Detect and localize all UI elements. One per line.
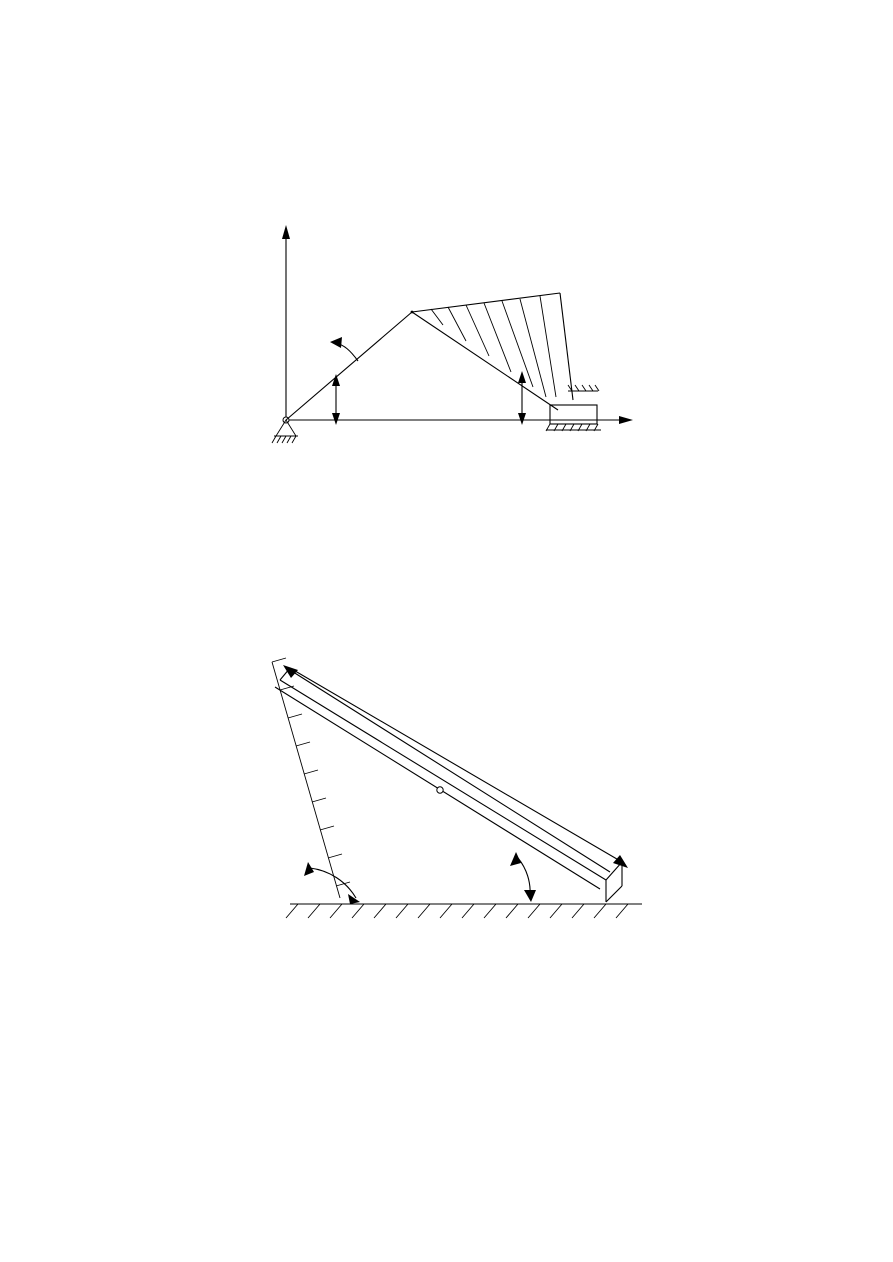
angle-arc-bottom-right — [510, 852, 536, 902]
hinge-marker — [437, 787, 443, 793]
axis-arrow-upper-left — [283, 665, 610, 872]
inclined-member-left — [286, 312, 412, 420]
ground-hatching — [286, 904, 642, 918]
figure-1 — [240, 215, 660, 465]
load-block-right-edge — [560, 293, 573, 400]
axis-arrow-lower-right — [613, 855, 628, 868]
dimension-arrow-right — [518, 371, 526, 425]
figure-2 — [250, 640, 670, 940]
apex-node — [411, 311, 414, 314]
wall-hatching — [272, 658, 350, 898]
angle-arc — [330, 337, 358, 361]
hatched-load-region — [431, 296, 556, 397]
wall-hatching-top-right — [568, 385, 599, 391]
angle-arc-bottom-left — [304, 862, 360, 904]
dimension-arrow-left — [332, 374, 340, 425]
pin-support-left — [272, 417, 298, 443]
figure-1-canvas — [240, 215, 660, 465]
y-axis-arrow — [282, 225, 290, 420]
figure-2-canvas — [250, 640, 670, 940]
beam-outline — [275, 668, 622, 902]
roller-support-right — [546, 405, 601, 431]
